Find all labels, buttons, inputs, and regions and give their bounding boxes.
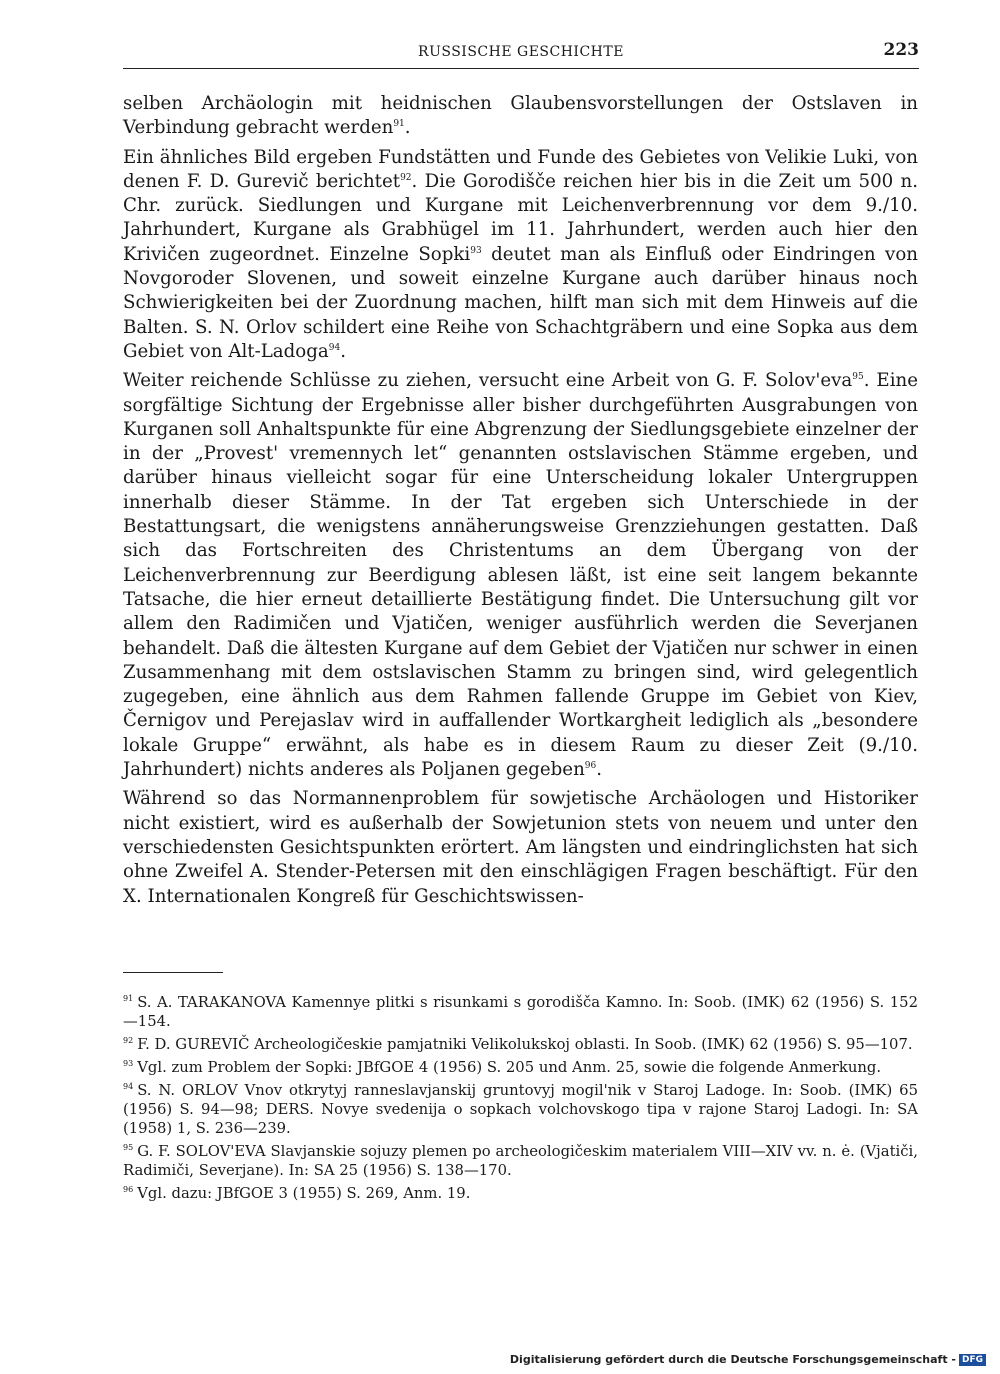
paragraph-text: . (340, 340, 346, 362)
footnote-separator (123, 972, 223, 973)
footnote (123, 1058, 918, 1077)
running-title: RUSSISCHE GESCHICHTE (418, 44, 624, 60)
footnote-ref: 93 (470, 245, 482, 256)
footnote-text: Vgl. dazu: JBfGOE 3 (1955) S. 269, Anm. 19. (137, 1185, 471, 1202)
paragraph (123, 92, 918, 141)
paragraph-text: deutet man als Einfluß oder Eindringen von Novgoroder Slovenen, und soweit einzelne Kurgane auch darüber hinaus noch Schwierigkeiten bei der Zuordnung machen, hilft man sich mit dem Hinweis auf die Balten. S. N. Orlov schildert eine Reihe von Schachtgräbern und eine Sopka aus dem Gebiet von Alt-Ladoga (123, 243, 918, 362)
footnote-mark: 92 (123, 1036, 134, 1045)
footnote-ref: 92 (400, 172, 412, 183)
paragraph-text: selben Archäologin mit heidnischen Glaubensvorstellungen der Ostslaven in Verbindung gebracht werden (123, 93, 918, 139)
footnote-mark: 96 (123, 1185, 134, 1194)
footnote (123, 1184, 918, 1203)
paragraph-text: Ein ähnliches Bild ergeben Fundstätten und Funde des Gebietes von Velikie Luki, von denen F. D. Gurevič berichtet (123, 146, 918, 192)
footnote-text: Vgl. zum Problem der Sopki: JBfGOE 4 (1956) S. 205 und Anm. 25, sowie die folgende Anmerkung. (137, 1059, 882, 1076)
main-text (123, 92, 918, 914)
paragraph-text: . (596, 759, 603, 781)
footnote-ref: 96 (584, 761, 597, 772)
dfg-logo: DFG (959, 1354, 986, 1366)
footnote (123, 1142, 918, 1180)
footnote-mark: 93 (123, 1059, 134, 1068)
footnote-text: G. F. SOLOV'EVA Slavjanskie sojuzy plemen po archeologičeskim materialem VIII—XIV vv. n. ė. (Vjatiči, Radimiči, Severjane). In: SA 25 (1956) S. 138—170. (123, 1143, 918, 1179)
digitization-credit (510, 1353, 986, 1366)
footnote-mark: 94 (123, 1082, 134, 1091)
paragraph-text: . Eine sorgfältige Sichtung der Ergebnisse aller bisher durchgeführten Ausgrabungen von Kurganen soll Anhaltspunkte für eine Abgrenzung der Siedlungsgebiete einzelner der in der „Provest' vremennych let“ genannten ostslavischen Stämme ergeben, und darüber hinaus vielleicht sogar für eine Unterscheidung lokaler Untergruppen innerhalb dieser Stämme. In der Tat ergeben sich Unterschiede in der Bestattungsart, die wenigstens annäherungsweise Grenzziehungen gestatten. Daß sich das Fortschreiten des Christentums an dem Übergang von der Leichenverbrennung zur Beerdigung ablesen läßt, ist eine seit langem bekannte Tatsache, die hier erneut detaillierte Bestätigung findet. Die Untersuchung gilt vor allem den Radimičen und Vjatičen, weniger ausführlich werden die Severjanen behandelt. Daß die ältesten Kurgane auf dem Gebiet der Vjatičen nur schwer in einen Zusammenhang mit dem ostslavischen Stamm zu bringen sind, wird gelegentlich zugegeben, eine ähnlich aus dem Rahmen fallende Gruppe im Gebiet von Kiev, Černigov und Perejaslav wird in auffallender Wortkargheit lediglich als „besondere lokale Gruppe“ erwähnt, als habe es in diesem Raum zu dieser Zeit (9./10. Jahrhundert) nichts anderes als Poljanen gegeben (123, 370, 918, 781)
paragraph-text: . (404, 117, 411, 139)
page-header (123, 38, 919, 69)
footnote (123, 1081, 918, 1138)
paragraph-text: . Die Gorodišče reichen hier bis in die Zeit um 500 n. Chr. zurück. Siedlungen und Kurgane mit Leichenverbrennung vor dem 9./10. Jahrhundert, Kurgane als Grabhügel im 11. Jahrhundert, werden auch hier den Krivičen zugeordnet. Einzelne Sopki (123, 170, 919, 265)
paragraph (123, 369, 918, 782)
footnote-text: S. N. ORLOV Vnov otkrytyj ranneslavjanskij gruntovyj mogil'nik v Staroj Ladoge. In: Soob. (IMK) 65 (1956) S. 94—98; DERS. Novye svedenija o sopkach volchovskogo tipa v rajone Staroj Ladogi. In: SA (1958) 1, S. 236—239. (123, 1082, 918, 1137)
paragraph-text: Weiter reichende Schlüsse zu ziehen, versucht eine Arbeit von G. F. Solov'eva (123, 370, 853, 392)
footnote-mark: 91 (123, 994, 134, 1003)
footnote (123, 1035, 918, 1054)
footnotes (123, 993, 918, 1207)
footnote (123, 993, 918, 1031)
paragraph (123, 146, 918, 365)
footnote-ref: 94 (328, 342, 341, 353)
footnote-text: F. D. GUREVIČ Archeologičeskie pamjatniki Velikolukskoj oblasti. In Soob. (IMK) 62 (1956) S. 95—107. (137, 1036, 913, 1053)
footnote-ref: 91 (393, 119, 405, 130)
footnote-ref: 95 (852, 372, 864, 383)
paragraph: Während so das Normannenproblem für sowjetische Archäologen und Historiker nicht existiert, wird es außerhalb der Sowjetunion stets von neuem und unter den verschiedensten Gesichtspunkten erörtert. Am längsten und eindringlichsten hat sich ohne Zweifel A. Stender-Petersen mit den einschlägigen Fragen beschäftigt. Für den X. Internationalen Kongreß für Geschichtswissen- (123, 788, 918, 907)
page-number: 223 (883, 40, 919, 60)
digitization-credit-text: Digitalisierung gefördert durch die Deutsche Forschungsgemeinschaft - (509, 1353, 956, 1366)
footnote-text: S. A. TARAKANOVA Kamennye plitki s risunkami s gorodišča Kamno. In: Soob. (IMK) 62 (1956) S. 152—154. (123, 994, 918, 1030)
footnote-mark: 95 (123, 1143, 134, 1152)
